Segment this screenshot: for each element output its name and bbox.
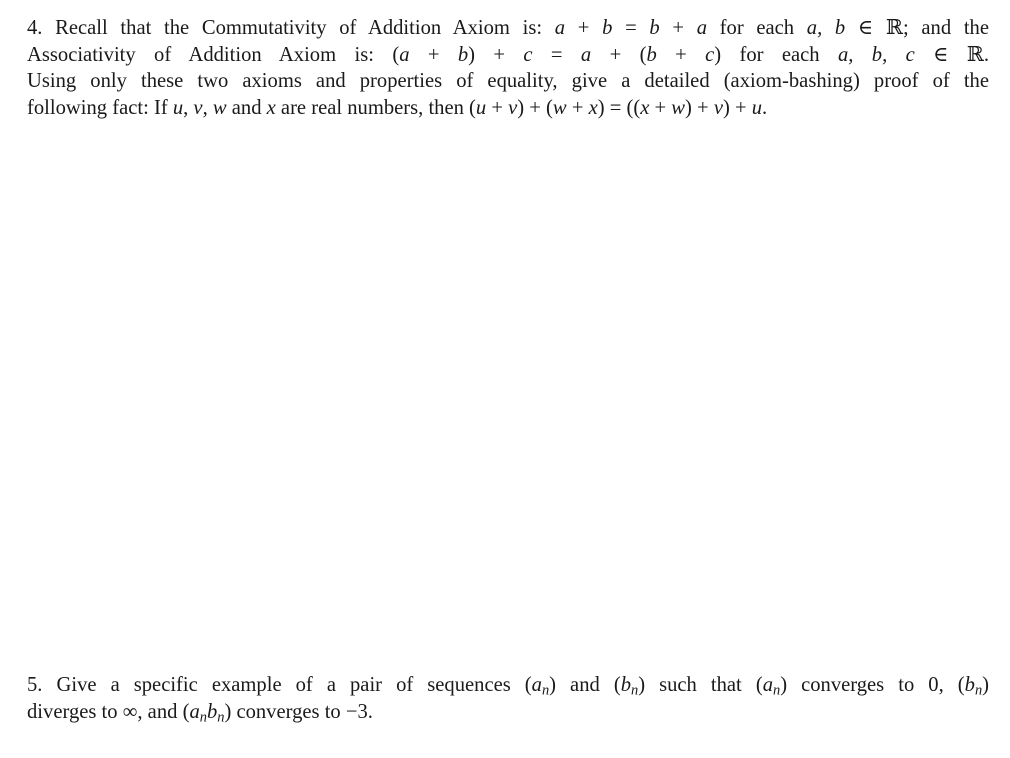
text-run: ∈ ℝ; and the — [845, 17, 989, 39]
math-symbol: b — [964, 674, 975, 696]
math-symbol: a, b — [806, 17, 846, 39]
math-symbol: w — [552, 96, 567, 119]
problem-5-line-2 — [27, 699, 989, 726]
text-run: for each — [706, 17, 807, 39]
math-symbol: x — [588, 96, 598, 119]
subscript: n — [217, 709, 225, 726]
text-run: ) and ( — [549, 674, 621, 696]
text-run: + — [409, 43, 458, 66]
text-run: diverges to ∞, and ( — [27, 700, 190, 723]
text-run: ) for each — [714, 43, 838, 66]
text-run: ) + ( — [517, 96, 553, 119]
subscript: n — [631, 682, 639, 699]
text-run: + — [486, 96, 509, 119]
math-symbol: w — [671, 96, 686, 119]
text-run: . — [762, 96, 768, 119]
math-symbol: c — [705, 43, 715, 66]
text-run: ) such that ( — [638, 674, 763, 696]
problem-5 — [27, 672, 989, 725]
math-symbol: u — [172, 96, 184, 119]
text-run: Using only these two axioms and properties of equality, give a detailed (axiom-bashing) proof of the — [27, 70, 989, 92]
subscript: n — [199, 709, 207, 726]
math-symbol: v — [713, 96, 723, 119]
text-run: ) converges to −3. — [224, 700, 373, 723]
text-run: = — [532, 43, 581, 66]
text-run: ∈ ℝ. — [914, 43, 990, 66]
math-symbol: a — [531, 674, 542, 696]
math-symbol: b — [649, 17, 660, 39]
subscript: n — [541, 682, 550, 699]
text-run: 4. Recall that the Commutativity of Addition Axiom is: — [27, 17, 555, 39]
problem-5-line-1 — [27, 672, 989, 699]
text-run: ) + — [468, 43, 524, 66]
math-symbol: c — [523, 43, 533, 66]
text-run: + — [566, 96, 589, 119]
text-run: following fact: If — [27, 96, 173, 119]
text-run: = — [612, 17, 650, 39]
math-symbol: a — [189, 700, 200, 723]
math-symbol: a — [762, 674, 773, 696]
math-symbol: v — [193, 96, 203, 119]
math-symbol: a — [399, 43, 410, 66]
problem-4-line-4 — [27, 95, 989, 122]
subscript: n — [974, 682, 983, 699]
math-symbol: b — [646, 43, 657, 66]
math-symbol: a — [580, 43, 592, 66]
text-run: ) — [982, 674, 990, 696]
text-run: ) + — [685, 96, 714, 119]
math-symbol: u — [475, 96, 487, 119]
math-symbol: a — [554, 17, 566, 39]
text-run: + — [565, 17, 603, 39]
text-run: + — [659, 17, 697, 39]
math-symbol: b — [206, 700, 218, 723]
text-run: 5. Give a specific example of a pair of sequences ( — [27, 674, 532, 696]
problem-4-line-2 — [27, 42, 989, 69]
text-run: are real numbers, then ( — [275, 96, 476, 119]
math-symbol: u — [751, 96, 763, 119]
problem-4-line-3 — [27, 68, 989, 95]
math-symbol: b — [620, 674, 631, 696]
subscript: n — [772, 682, 781, 699]
math-symbol: b — [457, 43, 469, 66]
text-run: + — [656, 43, 706, 66]
math-symbol: b — [602, 17, 613, 39]
text-run: Associativity of Addition Axiom is: ( — [27, 43, 400, 66]
text-run: + — [649, 96, 672, 119]
text-run: ) + — [722, 96, 752, 119]
text-run: + ( — [591, 43, 647, 66]
text-run: ) converges to 0, ( — [780, 674, 965, 696]
math-symbol: v — [508, 96, 518, 119]
math-symbol: w — [212, 96, 227, 119]
answer-space-problem-4 — [27, 125, 989, 660]
problem-4-line-1 — [27, 15, 989, 42]
text-run: and — [226, 96, 267, 119]
text-run: , — [183, 96, 194, 119]
math-symbol: a, b, c — [837, 43, 915, 66]
math-symbol: x — [266, 96, 276, 119]
text-run: ) = (( — [597, 96, 641, 119]
math-symbol: a — [696, 17, 707, 39]
problem-4 — [27, 15, 989, 121]
text-run: , — [202, 96, 213, 119]
math-symbol: x — [640, 96, 650, 119]
